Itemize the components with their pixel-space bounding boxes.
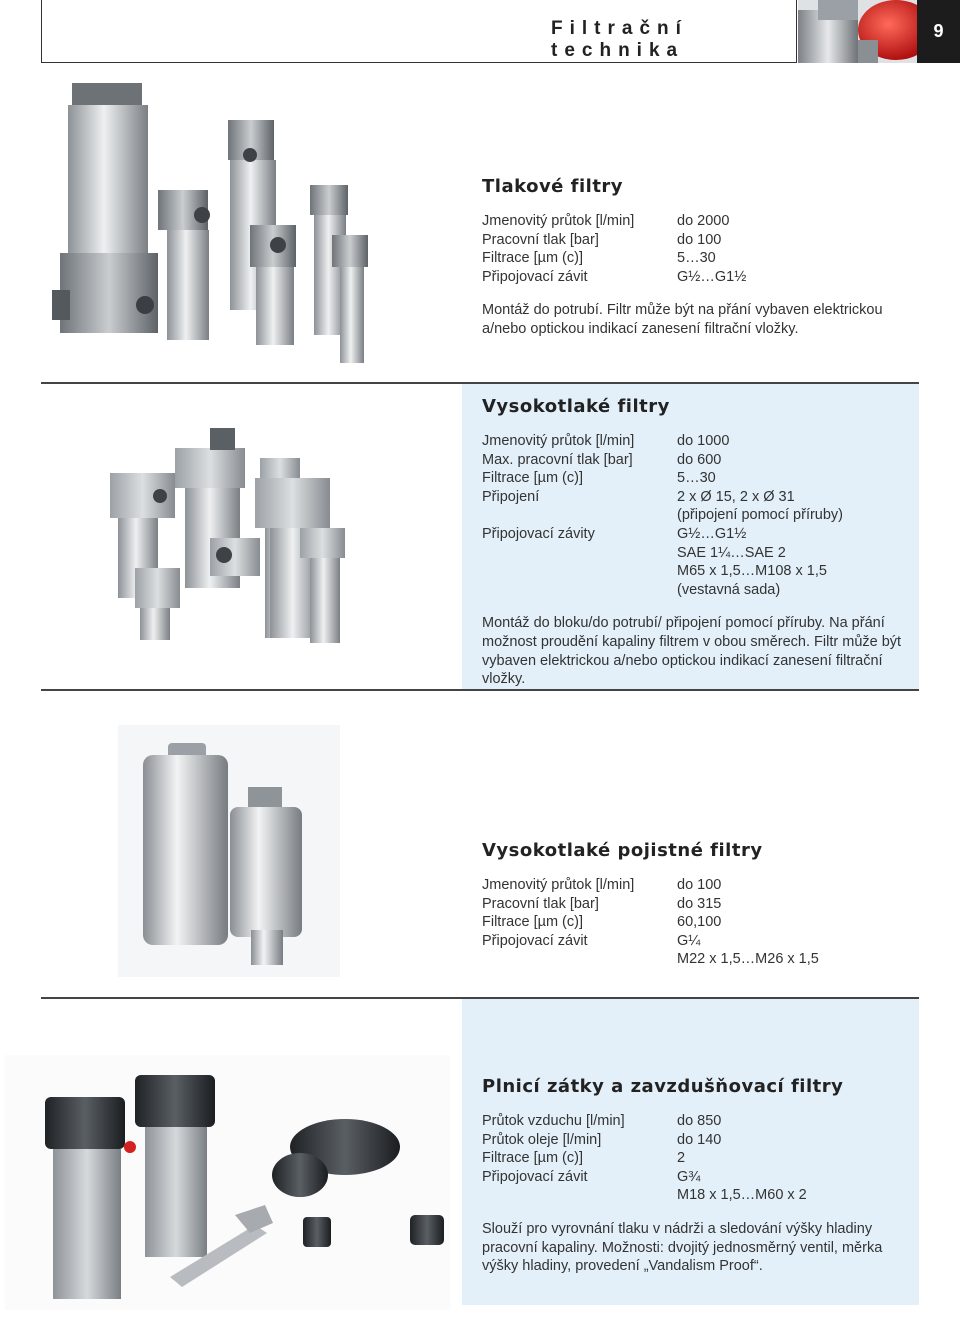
section-title: Plnicí zátky a zavzdušňovací filtry: [482, 1076, 844, 1097]
spec-label: Filtrace [µm (c)]: [482, 1150, 583, 1167]
section-description: Montáž do bloku/do potrubí/ připojení pomocí příruby. Na přání možnost proudění kapaliny filtrem v obou směrech. Filtr může být vybaven elektrickou a/nebo optickou indikací zanesení filtrační vložky.: [482, 615, 902, 688]
spec-label: Připojovací závit: [482, 932, 588, 949]
filler-breathers-photo: [5, 1055, 450, 1310]
spec-row: [482, 1168, 902, 1187]
section-description: Slouží pro vyrovnání tlaku v nádrži a sledování výšky hladiny pracovní kapaliny. Možnosti: dvojitý jednosměrný ventil, měrka výšky hladiny, provedení „Vandalism Proof“.: [482, 1220, 883, 1275]
spec-row: [482, 1186, 902, 1205]
spec-row: [482, 231, 902, 250]
spec-row: [482, 562, 902, 581]
spec-label: Filtrace [µm (c)]: [482, 470, 583, 487]
spec-row: [482, 932, 902, 951]
section-filler-breathers: [482, 1076, 902, 1276]
page-title: Filtrační technika: [551, 18, 688, 61]
spec-row: [482, 249, 902, 268]
high-pressure-filters-photo: [100, 418, 450, 648]
spec-value: 5…30: [677, 470, 716, 487]
spec-row: [482, 876, 902, 895]
section-safety-filters: [482, 840, 902, 969]
spec-row: [482, 506, 902, 525]
page-number-badge: [917, 0, 960, 63]
spec-label: Připojovací závit: [482, 268, 588, 285]
spec-row: [482, 913, 902, 932]
spec-label: Max. pracovní tlak [bar]: [482, 451, 633, 468]
spec-value: G¾: [677, 1168, 701, 1185]
spec-value: 2: [677, 1150, 686, 1167]
spec-label: Pracovní tlak [bar]: [482, 231, 599, 248]
spec-row: [482, 1131, 902, 1150]
spec-value: do 100: [677, 877, 722, 893]
spec-label: Pracovní tlak [bar]: [482, 895, 599, 912]
spec-value: G½…G1½: [677, 525, 747, 542]
spec-label: Připojovací závity: [482, 525, 595, 542]
spec-label: Připojení: [482, 488, 540, 505]
spec-value: SAE 1¼…SAE 2: [677, 544, 786, 561]
spec-row: [482, 950, 902, 969]
section-high-pressure-filters: [482, 396, 902, 689]
section-title: Tlakové filtry: [482, 176, 624, 197]
spec-label: [482, 544, 677, 563]
spec-label: Filtrace [µm (c)]: [482, 914, 583, 931]
spec-row: [482, 432, 902, 451]
spec-row: [482, 212, 902, 231]
page-number: 9: [933, 21, 944, 41]
safety-filters-photo: [118, 725, 340, 977]
spec-value: do 315: [677, 895, 722, 912]
spec-value: do 1000: [677, 433, 730, 449]
spec-value: 60,100: [677, 914, 722, 931]
spec-value: (vestavná sada): [677, 581, 781, 598]
spec-value: (připojení pomocí příruby): [677, 507, 844, 524]
spec-value: G¼: [677, 932, 701, 949]
spec-label: [482, 562, 677, 581]
spec-value: do 100: [677, 231, 722, 248]
spec-value: do 600: [677, 451, 722, 468]
spec-value: do 140: [677, 1131, 722, 1148]
spec-row: [482, 1112, 902, 1131]
spec-value: do 850: [677, 1113, 722, 1129]
spec-row: [482, 268, 902, 287]
spec-row: [482, 469, 902, 488]
spec-label: [482, 950, 677, 969]
spec-row: [482, 581, 902, 600]
spec-value: M18 x 1,5…M60 x 2: [677, 1187, 807, 1204]
section-title: Vysokotlaké filtry: [482, 396, 670, 417]
section-title: Vysokotlaké pojistné filtry: [482, 840, 763, 861]
spec-label: Jmenovitý průtok [l/min]: [482, 213, 635, 229]
spec-label: [482, 506, 677, 525]
spec-label: Průtok vzduchu [l/min]: [482, 1113, 625, 1129]
spec-row: [482, 488, 902, 507]
spec-row: [482, 544, 902, 563]
spec-label: Jmenovitý průtok [l/min]: [482, 433, 635, 449]
spec-row: [482, 525, 902, 544]
pressure-filters-photo: [50, 75, 450, 375]
page-header: [41, 0, 960, 65]
spec-label: [482, 1186, 677, 1205]
spec-label: Filtrace [µm (c)]: [482, 250, 583, 267]
header-title-box: [41, 0, 797, 63]
spec-value: do 2000: [677, 213, 730, 229]
spec-label: Průtok oleje [l/min]: [482, 1131, 602, 1148]
spec-value: G½…G1½: [677, 268, 747, 285]
spec-value: 2 x Ø 15, 2 x Ø 31: [677, 488, 795, 505]
spec-row: [482, 451, 902, 470]
spec-label: [482, 581, 677, 600]
spec-value: M65 x 1,5…M108 x 1,5: [677, 563, 827, 580]
section-divider: [41, 689, 919, 691]
section-description: Montáž do potrubí. Filtr může být na přání vybaven elektrickou a/nebo optickou indikací zanesení filtrační vložky.: [482, 302, 883, 337]
spec-label: Jmenovitý průtok [l/min]: [482, 877, 635, 893]
spec-row: [482, 1149, 902, 1168]
spec-label: Připojovací závit: [482, 1168, 588, 1185]
spec-value: 5…30: [677, 250, 716, 267]
section-pressure-filters: [482, 176, 902, 339]
spec-row: [482, 895, 902, 914]
spec-value: M22 x 1,5…M26 x 1,5: [677, 951, 819, 968]
